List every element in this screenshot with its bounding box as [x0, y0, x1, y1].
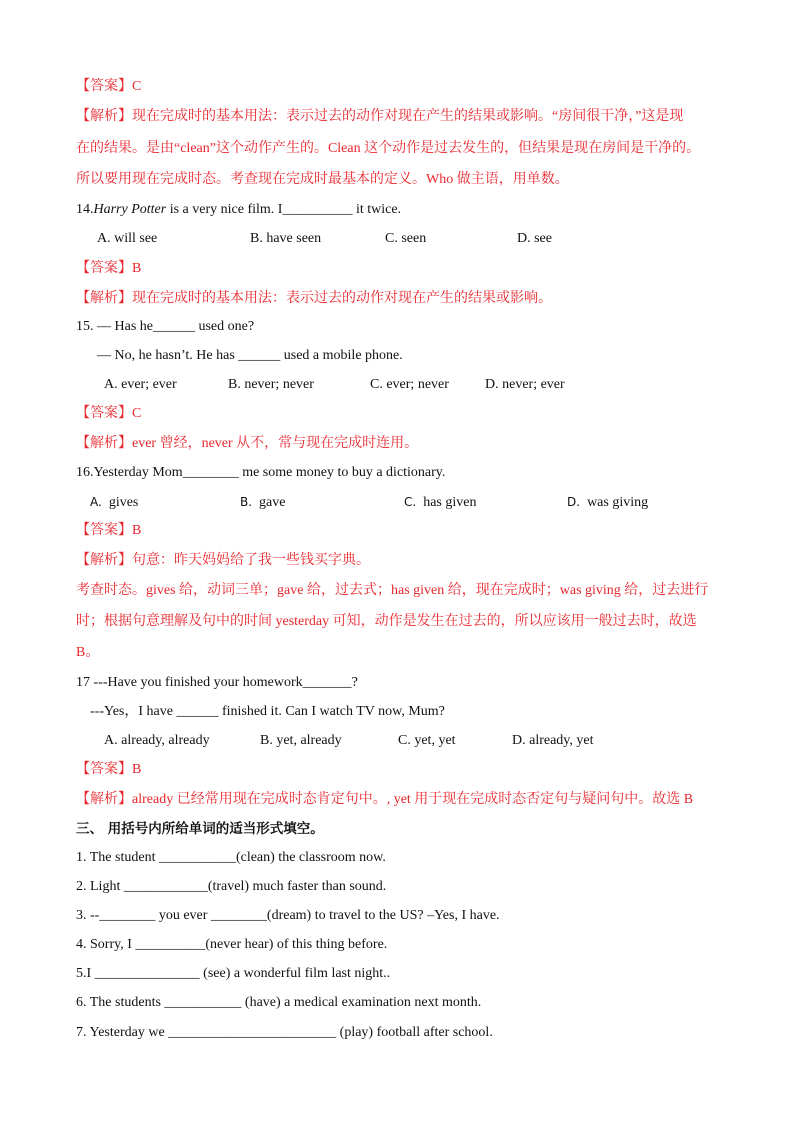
- option-o17-0: A. already, already: [104, 733, 210, 748]
- doc-line-a17: 【答案】B: [76, 762, 142, 777]
- option-o15-1: B. never; never: [228, 377, 314, 392]
- doc-line-e13b: 在的结果。是由“clean”这个动作产生的。Clean 这个动作是过去发生的，但结果是现在房间是干净的。: [76, 141, 701, 156]
- doc-line-q15a: 15. — Has he______ used one?: [76, 319, 255, 334]
- option-o17-3: D. already, yet: [512, 733, 594, 748]
- option-key: D.: [567, 495, 581, 509]
- question-14-text: is a very nice film. I__________ it twice.: [166, 202, 402, 217]
- doc-line-s3: 三、 用括号内所给单词的适当形式填空。: [76, 821, 324, 837]
- question-14-title: Harry Potter: [93, 202, 167, 217]
- doc-line-a13: 【答案】C: [76, 79, 142, 94]
- option-text: gives: [108, 495, 139, 510]
- option-key: B.: [240, 495, 253, 509]
- option-o16-1: [240, 493, 285, 512]
- doc-line-e16d: B。: [76, 645, 100, 660]
- option-key: C.: [404, 495, 417, 509]
- doc-line-e14: 【解析】现在完成时的基本用法：表示过去的动作对现在产生的结果或影响。: [76, 291, 552, 306]
- doc-line-a16: 【答案】B: [76, 523, 142, 538]
- doc-line-q16: 16.Yesterday Mom________ me some money to buy a dictionary.: [76, 465, 446, 480]
- doc-line-q17a: 17 ---Have you finished your homework_______?: [76, 675, 358, 690]
- option-text: was giving: [587, 495, 649, 510]
- doc-line-q17b: ---Yes，I have ______ finished it. Can I watch TV now, Mum?: [90, 704, 445, 719]
- option-o14-1: B. have seen: [250, 231, 322, 246]
- option-o17-1: B. yet, already: [260, 733, 342, 748]
- option-text: gave: [259, 495, 286, 510]
- option-o14-0: A. will see: [97, 231, 158, 246]
- question-14-number: 14.: [76, 202, 94, 217]
- option-o14-2: C. seen: [385, 231, 427, 246]
- doc-line-e16a: 【解析】句意：昨天妈妈给了我一些钱买字典。: [76, 553, 370, 568]
- doc-line-e17: 【解析】already 已经常用现在完成时态肯定句中。, yet 用于现在完成时态否定句与疑问句中。故选 B: [76, 792, 694, 807]
- doc-line-e13a: 【解析】现在完成时的基本用法：表示过去的动作对现在产生的结果或影响。“房间很干净，”这是现: [76, 109, 684, 124]
- doc-line-a14: 【答案】B: [76, 261, 142, 276]
- option-key: A.: [90, 495, 102, 509]
- doc-line-f7: 7. Yesterday we ________________________ (play) football after school.: [76, 1025, 493, 1040]
- doc-line-f5: 5.I _______________ (see) a wonderful film last night..: [76, 966, 391, 981]
- option-o15-2: C. ever; never: [370, 377, 449, 392]
- doc-line-f1: 1. The student ___________(clean) the classroom now.: [76, 850, 386, 865]
- doc-line-e16c: 时；根据句意理解及句中的时间 yesterday 可知，动作是发生在过去的，所以应该用一般过去时，故选: [76, 614, 697, 629]
- doc-line-e13c: 所以要用现在完成时态。考查现在完成时最基本的定义。Who 做主语，用单数。: [76, 172, 569, 187]
- option-o16-3: [567, 493, 648, 512]
- doc-line-f2: 2. Light ____________(travel) much faster than sound.: [76, 879, 387, 894]
- option-o15-3: D. never; ever: [485, 377, 565, 392]
- doc-line-a15: 【答案】C: [76, 406, 142, 421]
- doc-line-q15b: — No, he hasn’t. He has ______ used a mobile phone.: [97, 348, 403, 363]
- option-o15-0: A. ever; ever: [104, 377, 177, 392]
- option-o14-3: D. see: [517, 231, 552, 246]
- option-o17-2: C. yet, yet: [398, 733, 456, 748]
- doc-line-f3: 3. --________ you ever ________(dream) to travel to the US? –Yes, I have.: [76, 908, 500, 923]
- option-o16-0: [90, 493, 138, 512]
- doc-line-e15: 【解析】ever 曾经，never 从不，常与现在完成时连用。: [76, 436, 419, 451]
- doc-line-e16b: 考查时态。gives 给，动词三单；gave 给，过去式；has given 给，现在完成时；was giving 给，过去进行: [76, 583, 709, 598]
- doc-line-f4: 4. Sorry, I __________(never hear) of this thing before.: [76, 937, 388, 952]
- option-text: has given: [423, 495, 477, 510]
- doc-line-f6: 6. The students ___________ (have) a medical examination next month.: [76, 995, 482, 1010]
- question-14: [76, 201, 401, 219]
- option-o16-2: [404, 493, 476, 512]
